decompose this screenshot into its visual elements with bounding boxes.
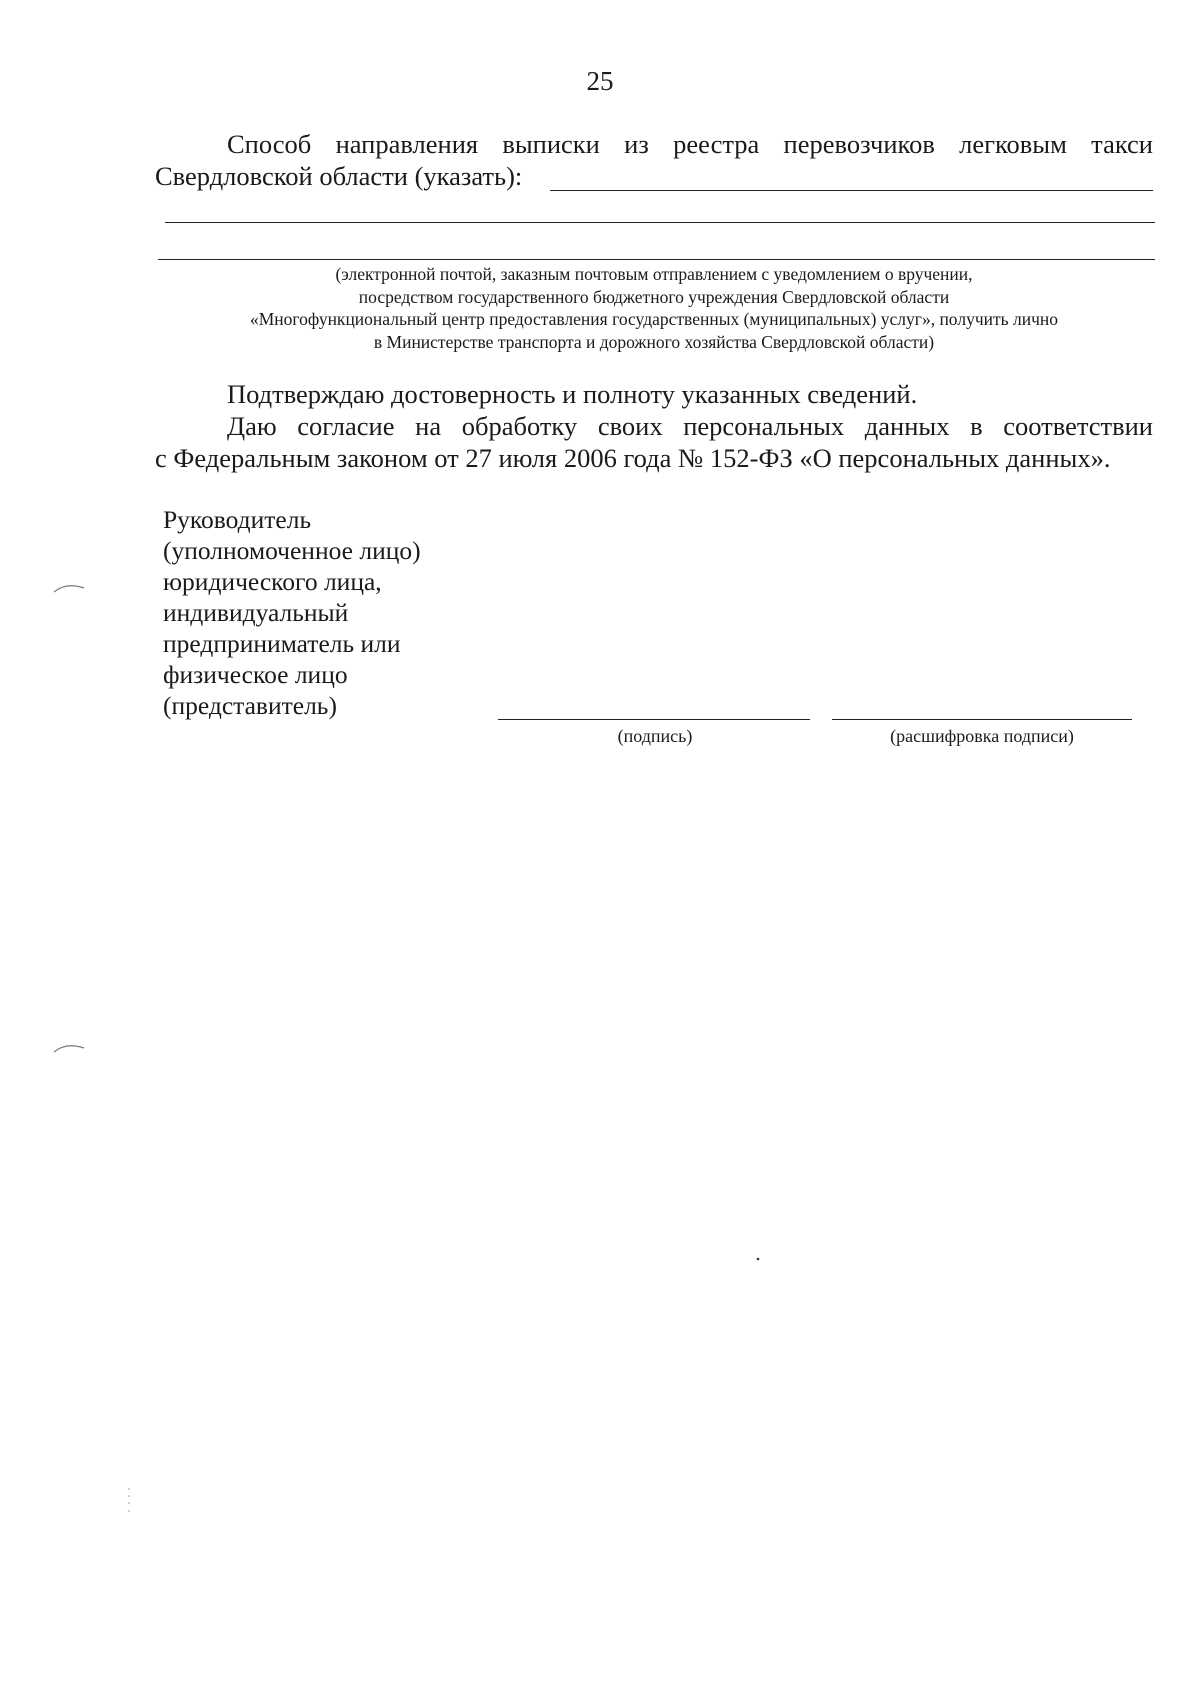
punch-hole-mark-top — [52, 580, 88, 596]
scan-dots — [126, 1486, 132, 1516]
note-line: посредством государственного бюджетного учреждения Свердловской области — [358, 286, 950, 307]
consent-line1-text: Даю согласие на обработку своих персональных данных в соответствии — [227, 411, 1153, 441]
delivery-method-line1 — [155, 128, 1153, 160]
signer-line: юридического лица, — [163, 567, 382, 596]
delivery-method-input-line-1[interactable] — [550, 190, 1153, 191]
consent-line1 — [155, 410, 1153, 442]
signer-block — [163, 504, 421, 721]
note-line: (электронной почтой, заказным почтовым отправлением с уведомлением о вручении, — [335, 264, 973, 284]
page-number: 25 — [586, 66, 614, 96]
confirmation-text: Подтверждаю достоверность и полноту указанных сведений. — [227, 379, 918, 409]
note-line: «Многофункциональный центр предоставления государственных (муниципальных) услуг», получить лично — [250, 309, 1058, 329]
delivery-method-input-line-3[interactable] — [158, 259, 1155, 260]
punch-hole-mark-bottom — [52, 1040, 88, 1056]
signature-decode-line[interactable] — [832, 719, 1132, 720]
signature-caption: (подпись) — [617, 726, 693, 746]
signature-decode-caption: (расшифровка подписи) — [890, 726, 1074, 746]
signer-line: индивидуальный — [163, 598, 349, 627]
signer-line: предприниматель или — [163, 629, 401, 658]
signer-line: физическое лицо — [163, 660, 348, 689]
scan-speck — [755, 1256, 761, 1262]
consent-line2: с Федеральным законом от 27 июля 2006 года № 152-ФЗ «О персональных данных». — [155, 443, 1111, 473]
signature-line[interactable] — [498, 719, 810, 720]
delivery-method-line2: Свердловской области (указать): — [155, 161, 523, 191]
delivery-method-input-line-2[interactable] — [165, 222, 1155, 223]
signer-line: Руководитель — [163, 505, 312, 534]
signer-line: (представитель) — [163, 691, 337, 720]
note-line: в Министерстве транспорта и дорожного хозяйства Свердловской области) — [373, 331, 935, 352]
delivery-method-note — [155, 263, 1153, 353]
signer-line: (уполномоченное лицо) — [163, 536, 421, 565]
delivery-method-line1-text: Способ направления выписки из реестра перевозчиков легковым такси — [227, 129, 1153, 159]
